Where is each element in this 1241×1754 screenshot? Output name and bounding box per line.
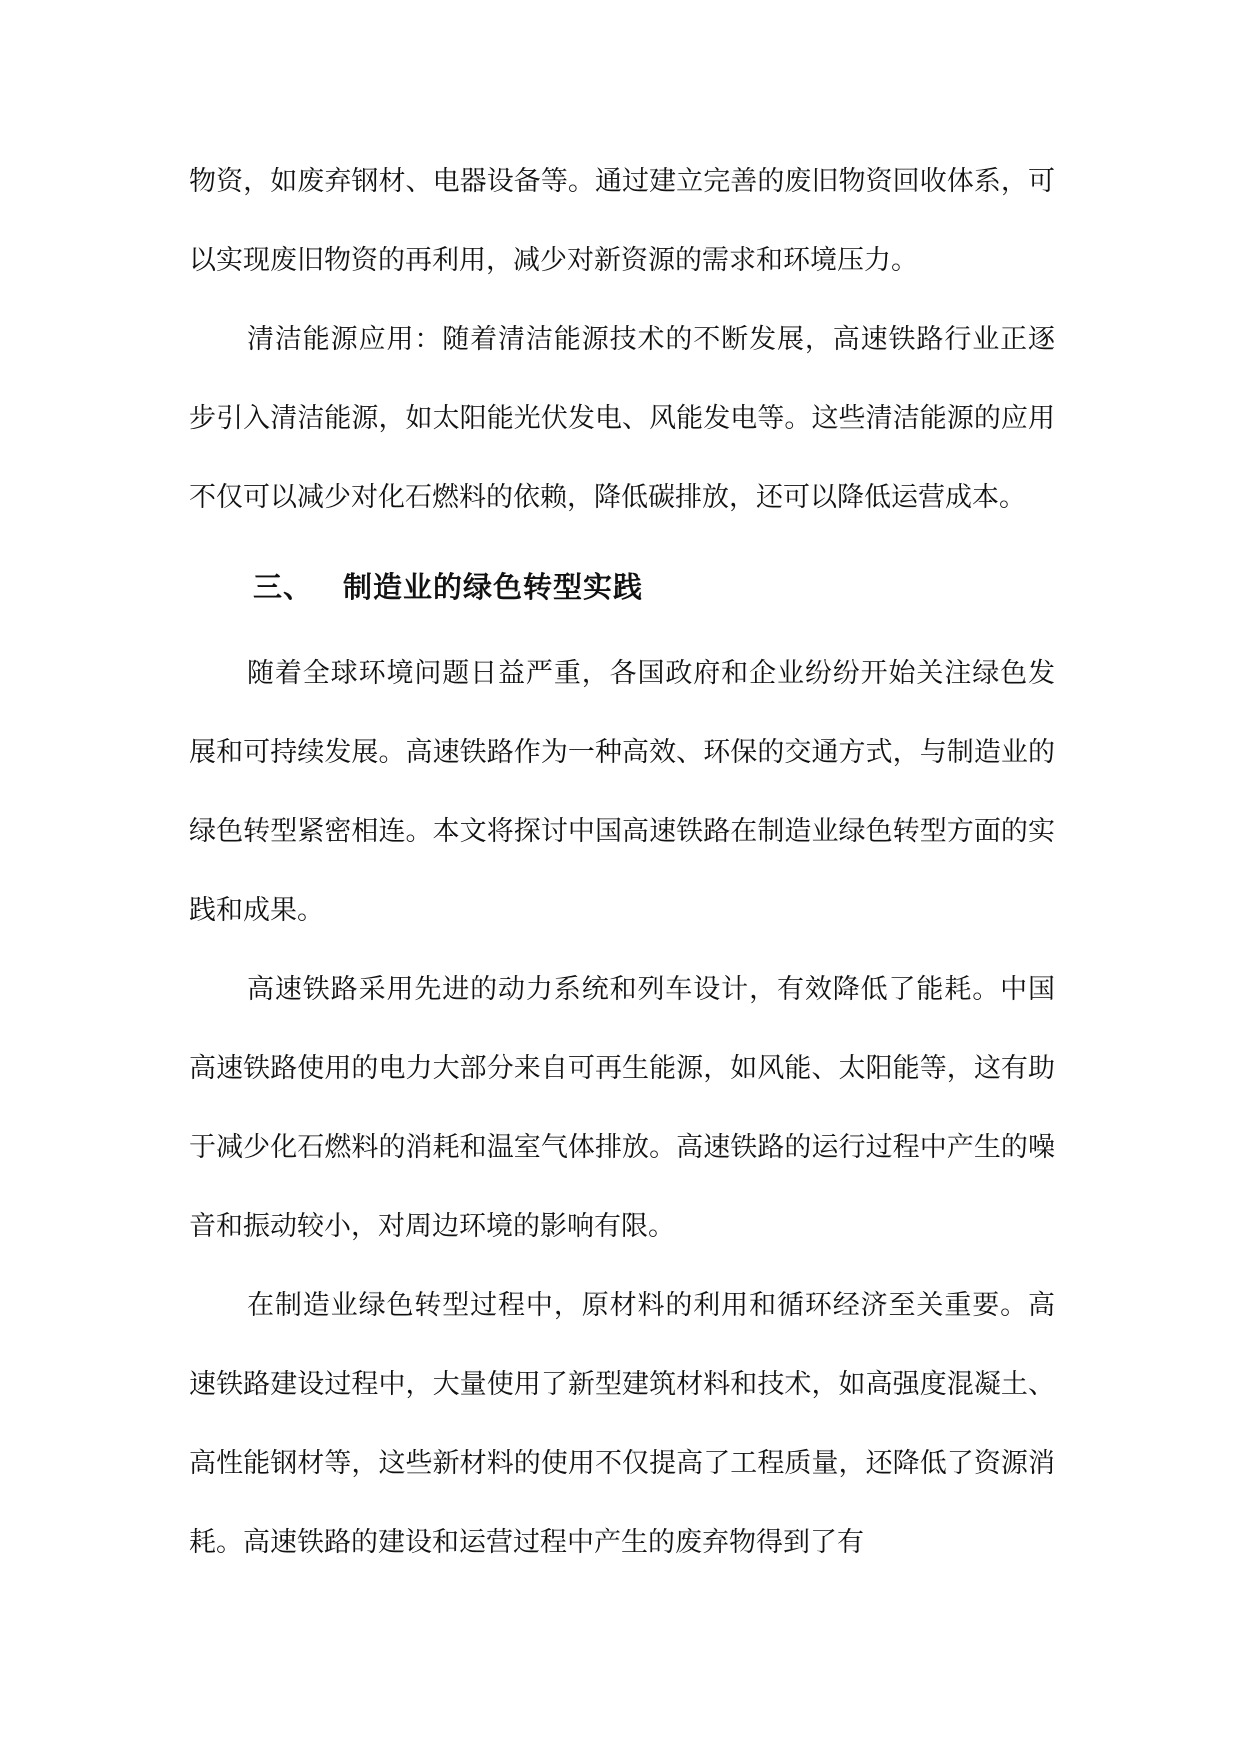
section-title: 制造业的绿色转型实践: [343, 570, 644, 604]
paragraph-intro: 随着全球环境问题日益严重，各国政府和企业纷纷开始关注绿色发展和可持续发展。高速铁路作为一种高效、环保的交通方式，与制造业的绿色转型紧密相连。本文将探讨中国高速铁路在制造业绿色转型方面的实践和成果。: [189, 658, 1055, 926]
paragraph-continued: 物资，如废弃钢材、电器设备等。通过建立完善的废旧物资回收体系，可以实现废旧物资的再利用，减少对新资源的需求和环境压力。: [189, 166, 1055, 276]
document-body: [189, 142, 1055, 1582]
section-heading: [189, 537, 1055, 634]
paragraph-clean-energy: 清洁能源应用：随着清洁能源技术的不断发展，高速铁路行业正逐步引入清洁能源，如太阳能光伏发电、风能发电等。这些清洁能源的应用不仅可以减少对化石燃料的依赖，降低碳排放，还可以降低运营成本。: [189, 324, 1055, 513]
paragraph-materials: 在制造业绿色转型过程中，原材料的利用和循环经济至关重要。高速铁路建设过程中，大量使用了新型建筑材料和技术，如高强度混凝土、高性能钢材等，这些新材料的使用不仅提高了工程质量，还降低了资源消耗。高速铁路的建设和运营过程中产生的废弃物得到了有: [189, 1290, 1055, 1558]
paragraph-energy-consumption: 高速铁路采用先进的动力系统和列车设计，有效降低了能耗。中国高速铁路使用的电力大部分来自可再生能源，如风能、太阳能等，这有助于减少化石燃料的消耗和温室气体排放。高速铁路的运行过程中产生的噪音和振动较小，对周边环境的影响有限。: [189, 974, 1055, 1242]
section-number: 三、: [253, 570, 314, 604]
